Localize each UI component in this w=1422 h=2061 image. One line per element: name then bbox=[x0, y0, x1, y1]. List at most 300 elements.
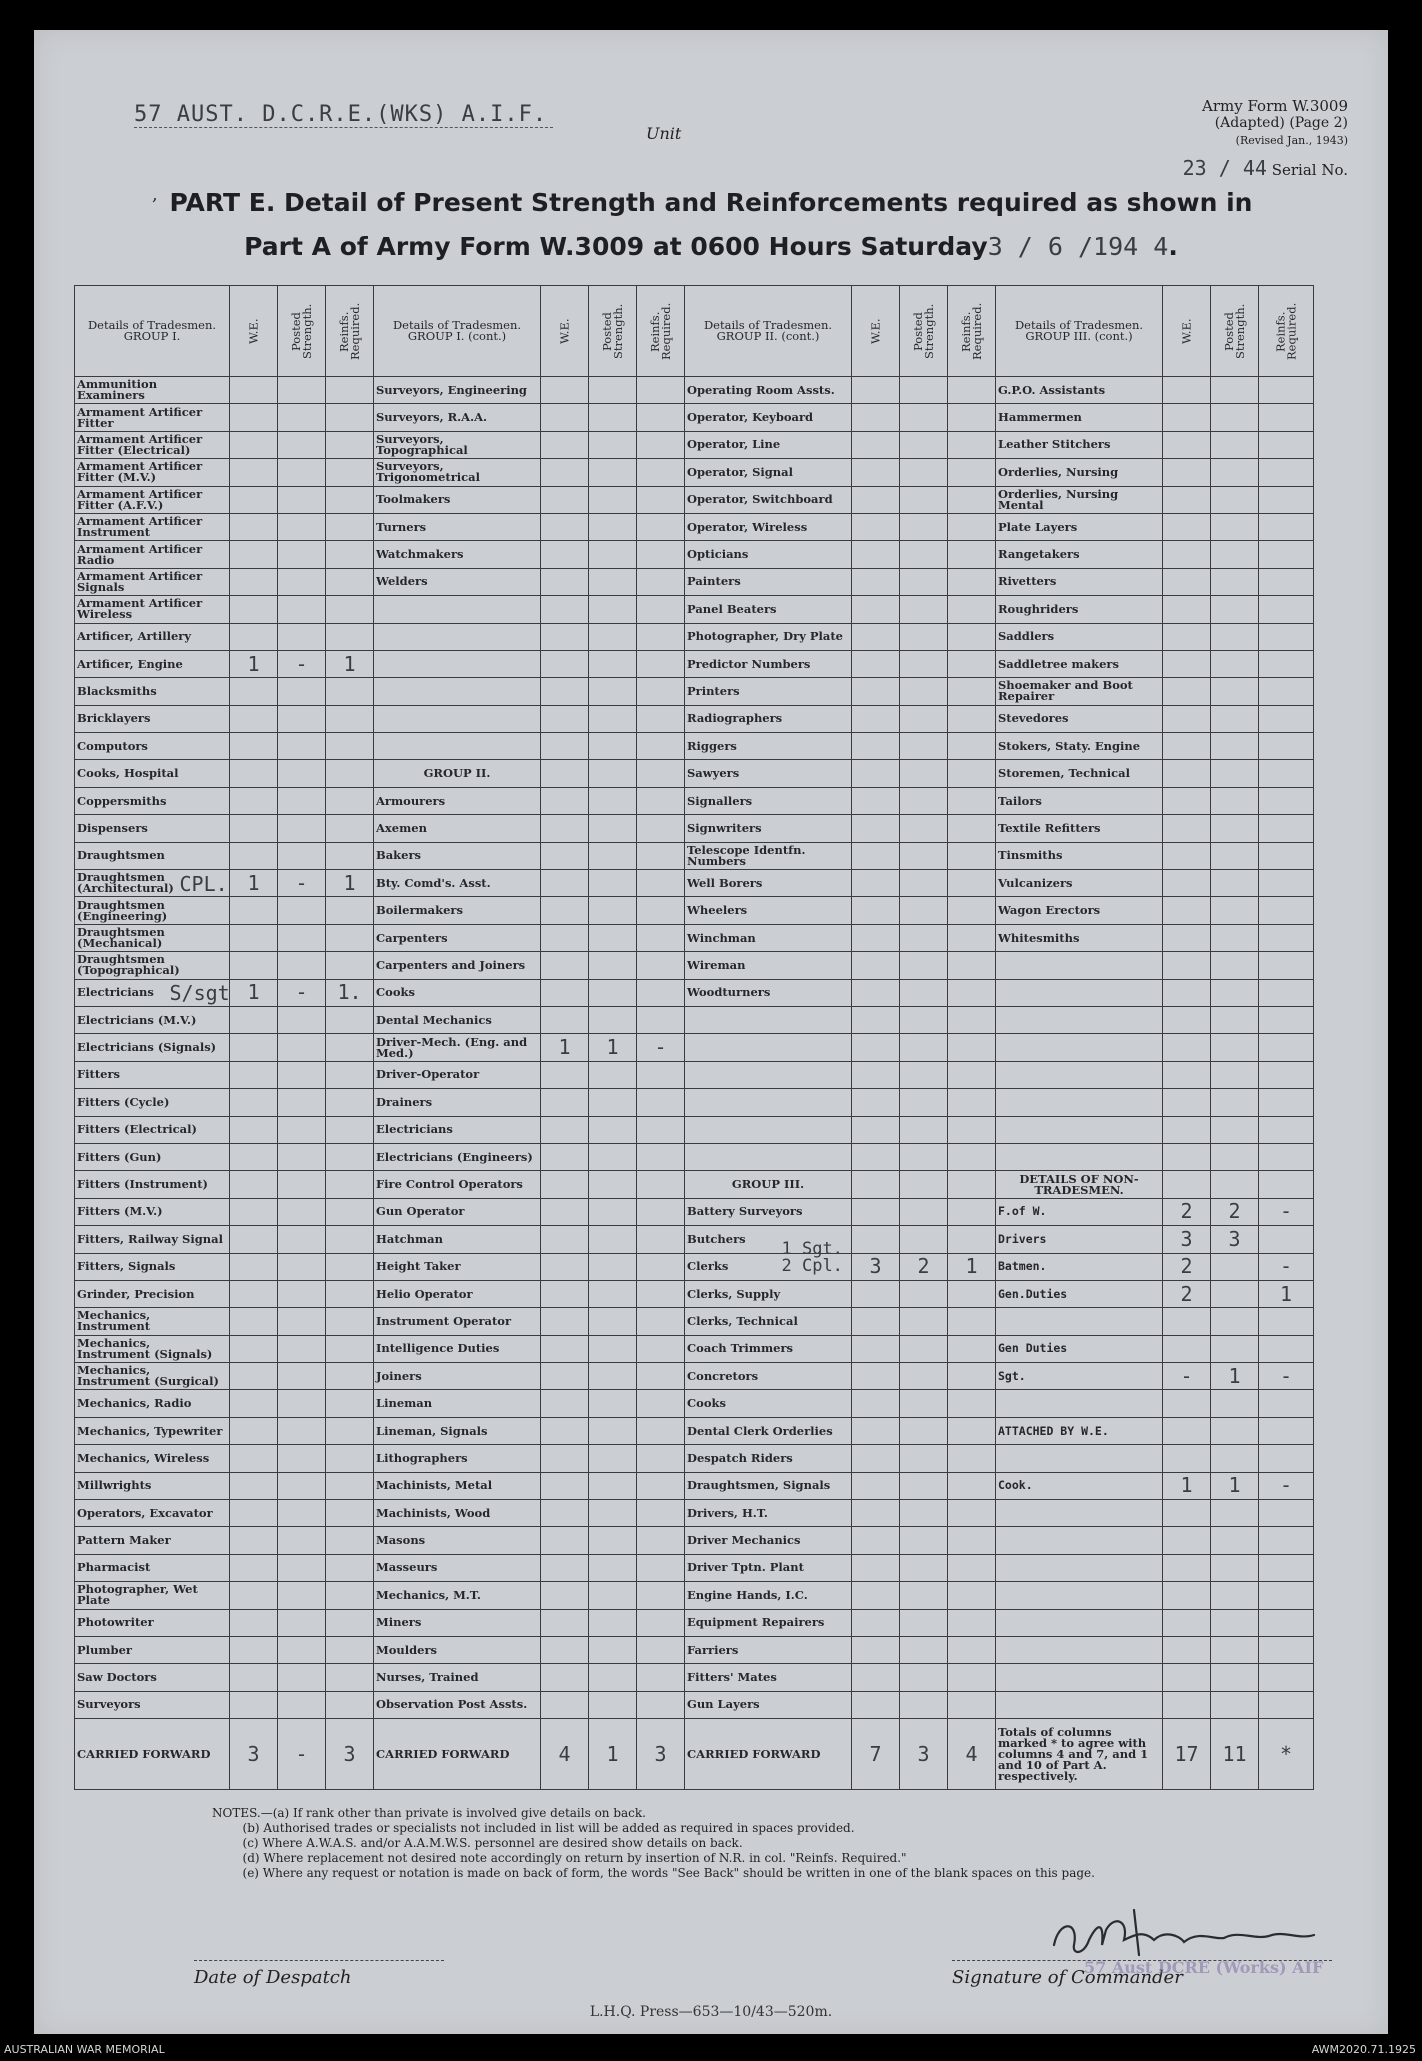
posted-cell bbox=[1211, 1061, 1259, 1088]
reinf-cell bbox=[326, 1691, 374, 1718]
trade-cell: Hammermen bbox=[996, 404, 1163, 431]
we-cell bbox=[541, 787, 589, 814]
reinf-cell bbox=[637, 513, 685, 540]
posted-cell bbox=[1211, 815, 1259, 842]
reinf-cell bbox=[1259, 1171, 1314, 1198]
posted-cell bbox=[1211, 1390, 1259, 1417]
we-cell bbox=[852, 1500, 900, 1527]
reinf-cell bbox=[326, 733, 374, 760]
reinf-cell bbox=[948, 1390, 996, 1417]
trade-cell: Electricians bbox=[75, 979, 230, 1006]
trade-cell: Masseurs bbox=[374, 1554, 541, 1581]
we-cell bbox=[541, 1171, 589, 1198]
posted-cell bbox=[589, 541, 637, 568]
trade-cell: Blacksmiths bbox=[75, 678, 230, 705]
we-cell bbox=[541, 705, 589, 732]
reinf-cell bbox=[637, 842, 685, 869]
reinf-cell bbox=[326, 404, 374, 431]
we-cell bbox=[1163, 1500, 1211, 1527]
trade-cell: Mechanics, Instrument (Signals) bbox=[75, 1335, 230, 1362]
we-cell bbox=[1163, 1335, 1211, 1362]
posted-cell bbox=[278, 1006, 326, 1033]
we-cell bbox=[852, 568, 900, 595]
trade-cell: Predictor Numbers bbox=[685, 650, 852, 677]
trade-cell bbox=[996, 1445, 1163, 1472]
posted-cell bbox=[278, 952, 326, 979]
we-cell bbox=[852, 1061, 900, 1088]
posted-cell bbox=[1211, 1335, 1259, 1362]
we-cell bbox=[230, 842, 278, 869]
posted-cell bbox=[1211, 1308, 1259, 1335]
reinf-total: 3 bbox=[326, 1719, 374, 1790]
posted-cell bbox=[278, 1472, 326, 1499]
we-cell bbox=[852, 1034, 900, 1061]
posted-cell bbox=[589, 486, 637, 513]
form-sheet bbox=[34, 30, 1388, 2034]
we-cell bbox=[1163, 1390, 1211, 1417]
we-cell bbox=[1163, 1006, 1211, 1033]
posted-cell bbox=[278, 1554, 326, 1581]
we-cell bbox=[852, 705, 900, 732]
we-cell bbox=[541, 650, 589, 677]
we-cell bbox=[230, 541, 278, 568]
table-row bbox=[75, 705, 1314, 732]
trade-cell: Surveyors, R.A.A. bbox=[374, 404, 541, 431]
reinf-cell bbox=[1259, 1390, 1314, 1417]
posted-cell bbox=[589, 1116, 637, 1143]
reinf-cell bbox=[326, 1582, 374, 1609]
title-line-2 bbox=[34, 232, 1388, 261]
reinf-cell bbox=[1259, 431, 1314, 458]
trade-cell: Carpenters and Joiners bbox=[374, 952, 541, 979]
reinf-cell bbox=[948, 1143, 996, 1170]
we-cell bbox=[852, 1390, 900, 1417]
posted-cell bbox=[589, 787, 637, 814]
trade-cell bbox=[996, 1500, 1163, 1527]
posted-cell bbox=[900, 870, 948, 897]
reinf-cell bbox=[326, 787, 374, 814]
posted-cell: 2 bbox=[900, 1253, 948, 1280]
posted-cell bbox=[589, 1554, 637, 1581]
we-cell bbox=[852, 1636, 900, 1663]
posted-cell bbox=[1211, 377, 1259, 404]
form-revised: (Revised Jan., 1943) bbox=[1235, 134, 1348, 147]
reinf-cell bbox=[637, 1308, 685, 1335]
we-cell bbox=[541, 568, 589, 595]
table-row bbox=[75, 760, 1314, 787]
reinf-cell bbox=[948, 1527, 996, 1554]
we-cell bbox=[852, 404, 900, 431]
reinf-cell bbox=[326, 1308, 374, 1335]
reinf-cell bbox=[637, 1472, 685, 1499]
posted-cell bbox=[278, 1226, 326, 1253]
we-cell bbox=[852, 1609, 900, 1636]
reinf-cell bbox=[948, 486, 996, 513]
we-cell bbox=[1163, 431, 1211, 458]
reinf-cell bbox=[948, 870, 996, 897]
we-cell bbox=[541, 1582, 589, 1609]
we-cell bbox=[541, 486, 589, 513]
trade-cell: Pattern Maker bbox=[75, 1527, 230, 1554]
trade-cell: Vulcanizers bbox=[996, 870, 1163, 897]
reinf-cell bbox=[637, 870, 685, 897]
we-cell bbox=[1163, 650, 1211, 677]
trade-cell: Armament Artificer Fitter (Electrical) bbox=[75, 431, 230, 458]
posted-cell bbox=[900, 1527, 948, 1554]
reinf-cell bbox=[1259, 486, 1314, 513]
posted-cell bbox=[278, 1636, 326, 1663]
reinf-cell bbox=[326, 1198, 374, 1225]
trade-cell: Toolmakers bbox=[374, 486, 541, 513]
trade-cell: Fitters (Cycle) bbox=[75, 1089, 230, 1116]
trade-cell: Draughtsmen, Signals bbox=[685, 1472, 852, 1499]
posted-cell: - bbox=[278, 870, 326, 897]
posted-cell bbox=[589, 1308, 637, 1335]
we-cell bbox=[230, 1006, 278, 1033]
posted-cell bbox=[278, 1034, 326, 1061]
we-cell bbox=[230, 1116, 278, 1143]
posted-cell bbox=[900, 1116, 948, 1143]
trade-cell bbox=[996, 1143, 1163, 1170]
trade-cell: Mechanics, Instrument (Surgical) bbox=[75, 1363, 230, 1390]
posted-cell bbox=[589, 815, 637, 842]
trade-cell: Pharmacist bbox=[75, 1554, 230, 1581]
trade-cell: Mechanics, Typewriter bbox=[75, 1417, 230, 1444]
table-row bbox=[75, 1500, 1314, 1527]
posted-cell bbox=[1211, 870, 1259, 897]
reinf-cell bbox=[637, 1253, 685, 1280]
posted-cell bbox=[589, 1609, 637, 1636]
posted-cell bbox=[589, 760, 637, 787]
reinf-cell bbox=[1259, 1554, 1314, 1581]
reinf-cell bbox=[1259, 1609, 1314, 1636]
posted-cell bbox=[900, 1335, 948, 1362]
trade-cell: Coppersmiths bbox=[75, 787, 230, 814]
table-row bbox=[75, 1198, 1314, 1225]
reinf-cell: 1 bbox=[1259, 1280, 1314, 1307]
we-cell bbox=[852, 1472, 900, 1499]
we-cell bbox=[1163, 1664, 1211, 1691]
reinf-cell bbox=[948, 404, 996, 431]
reinf-cell bbox=[1259, 1445, 1314, 1472]
trade-cell: Dental Mechanics bbox=[374, 1006, 541, 1033]
posted-cell bbox=[589, 897, 637, 924]
posted-cell bbox=[278, 596, 326, 623]
table-row bbox=[75, 1554, 1314, 1581]
we-cell bbox=[230, 1308, 278, 1335]
posted-cell bbox=[589, 431, 637, 458]
reinf-cell bbox=[637, 787, 685, 814]
trade-cell: Plate Layers bbox=[996, 513, 1163, 540]
we-cell bbox=[852, 733, 900, 760]
we-cell bbox=[852, 431, 900, 458]
posted-cell bbox=[589, 1143, 637, 1170]
we-cell bbox=[1163, 459, 1211, 486]
trade-cell: Fire Control Operators bbox=[374, 1171, 541, 1198]
we-cell bbox=[1163, 1034, 1211, 1061]
reinf-cell bbox=[637, 1226, 685, 1253]
table-row bbox=[75, 979, 1314, 1006]
table-row bbox=[75, 486, 1314, 513]
trade-cell: Wagon Erectors bbox=[996, 897, 1163, 924]
reinf-cell bbox=[1259, 404, 1314, 431]
reinf-total: * bbox=[1259, 1719, 1314, 1790]
we-cell bbox=[541, 1363, 589, 1390]
posted-cell bbox=[589, 1006, 637, 1033]
table-row bbox=[75, 1034, 1314, 1061]
reinf-cell bbox=[326, 623, 374, 650]
rank-cpl: CPL. bbox=[179, 871, 228, 896]
we-cell bbox=[541, 1445, 589, 1472]
posted-cell: - bbox=[278, 650, 326, 677]
posted-cell bbox=[589, 1171, 637, 1198]
posted-cell bbox=[589, 979, 637, 1006]
serial-value: 23 / 44 bbox=[1182, 156, 1267, 180]
reinf-cell bbox=[948, 979, 996, 1006]
trade-cell: Tailors bbox=[996, 787, 1163, 814]
we-cell bbox=[541, 1226, 589, 1253]
reinf-cell bbox=[637, 815, 685, 842]
trade-cell: Tinsmiths bbox=[996, 842, 1163, 869]
reinf-cell bbox=[1259, 952, 1314, 979]
reinf-cell bbox=[1259, 377, 1314, 404]
table-row bbox=[75, 568, 1314, 595]
table-row bbox=[75, 541, 1314, 568]
posted-cell bbox=[589, 733, 637, 760]
reinf-cell bbox=[1259, 1061, 1314, 1088]
reinf-cell bbox=[948, 541, 996, 568]
reinf-cell bbox=[637, 459, 685, 486]
posted-cell: 1 bbox=[589, 1034, 637, 1061]
trade-cell bbox=[996, 952, 1163, 979]
reinf-cell bbox=[326, 1143, 374, 1170]
table-row bbox=[75, 1363, 1314, 1390]
posted-cell bbox=[900, 1445, 948, 1472]
we-cell bbox=[541, 1061, 589, 1088]
we-cell bbox=[1163, 870, 1211, 897]
we-cell bbox=[230, 787, 278, 814]
posted-cell bbox=[278, 1089, 326, 1116]
table-header-row bbox=[75, 286, 1314, 377]
trade-cell: Clerks bbox=[685, 1253, 852, 1280]
reinf-cell: 1 bbox=[326, 870, 374, 897]
posted-cell bbox=[900, 377, 948, 404]
reinf-cell: - bbox=[1259, 1198, 1314, 1225]
posted-cell bbox=[278, 1363, 326, 1390]
posted-cell bbox=[1211, 1171, 1259, 1198]
posted-cell bbox=[900, 924, 948, 951]
table-row bbox=[75, 1664, 1314, 1691]
posted-cell bbox=[900, 815, 948, 842]
trade-cell: Saddlers bbox=[996, 623, 1163, 650]
trade-cell: Mechanics, Radio bbox=[75, 1390, 230, 1417]
trade-cell: Operator, Line bbox=[685, 431, 852, 458]
posted-cell bbox=[1211, 678, 1259, 705]
trade-cell bbox=[996, 1582, 1163, 1609]
table-row bbox=[75, 513, 1314, 540]
trade-cell: DETAILS OF NON-TRADESMEN. bbox=[996, 1171, 1163, 1198]
trade-cell: Gun Layers bbox=[685, 1691, 852, 1718]
trade-cell bbox=[685, 1089, 852, 1116]
trade-cell bbox=[996, 1554, 1163, 1581]
we-cell bbox=[852, 1116, 900, 1143]
reinf-cell bbox=[948, 815, 996, 842]
posted-cell bbox=[1211, 705, 1259, 732]
trade-cell: Operating Room Assts. bbox=[685, 377, 852, 404]
posted-cell bbox=[278, 1198, 326, 1225]
posted-cell bbox=[1211, 787, 1259, 814]
trade-cell: Fitters (Electrical) bbox=[75, 1116, 230, 1143]
reinf-cell bbox=[948, 1171, 996, 1198]
table-row bbox=[75, 1335, 1314, 1362]
reinf-cell bbox=[326, 513, 374, 540]
trade-cell: Fitters (Gun) bbox=[75, 1143, 230, 1170]
posted-cell bbox=[589, 1061, 637, 1088]
trade-cell: Fitters, Railway Signal bbox=[75, 1226, 230, 1253]
reinf-cell bbox=[326, 1335, 374, 1362]
trade-cell: Cooks, Hospital bbox=[75, 760, 230, 787]
trade-cell bbox=[374, 733, 541, 760]
reinf-cell bbox=[948, 1116, 996, 1143]
we-cell bbox=[541, 1308, 589, 1335]
reinf-cell bbox=[948, 705, 996, 732]
trade-cell: Battery Surveyors bbox=[685, 1198, 852, 1225]
posted-cell bbox=[589, 1089, 637, 1116]
reinf-cell bbox=[948, 1445, 996, 1472]
trade-cell: Dental Clerk Orderlies bbox=[685, 1417, 852, 1444]
reinf-cell bbox=[637, 1582, 685, 1609]
reinf-cell bbox=[1259, 459, 1314, 486]
trade-cell: Painters bbox=[685, 568, 852, 595]
we-cell bbox=[230, 1445, 278, 1472]
table-row bbox=[75, 1445, 1314, 1472]
trade-cell: Machinists, Metal bbox=[374, 1472, 541, 1499]
posted-cell bbox=[278, 1253, 326, 1280]
unit-stamp: 57 Aust DCRE (Works) AIF bbox=[1084, 1958, 1324, 1977]
posted-cell bbox=[278, 1308, 326, 1335]
we-cell bbox=[541, 1116, 589, 1143]
trade-cell: Butchers bbox=[685, 1226, 852, 1253]
posted-cell bbox=[1211, 431, 1259, 458]
we-cell bbox=[852, 924, 900, 951]
posted-cell bbox=[589, 1390, 637, 1417]
reinf-cell bbox=[326, 924, 374, 951]
trade-cell: Photowriter bbox=[75, 1609, 230, 1636]
posted-cell bbox=[278, 1445, 326, 1472]
trade-cell: Moulders bbox=[374, 1636, 541, 1663]
posted-cell bbox=[589, 1472, 637, 1499]
header-we: W.E. bbox=[852, 286, 900, 377]
table-row bbox=[75, 952, 1314, 979]
carried-forward-label: CARRIED FORWARD bbox=[685, 1719, 852, 1790]
posted-cell bbox=[900, 678, 948, 705]
reinf-cell bbox=[326, 1527, 374, 1554]
posted-cell bbox=[900, 1582, 948, 1609]
trade-cell: G.P.O. Assistants bbox=[996, 377, 1163, 404]
we-cell bbox=[1163, 596, 1211, 623]
we-cell bbox=[230, 1335, 278, 1362]
we-cell: 1 bbox=[230, 870, 278, 897]
table-row bbox=[75, 1691, 1314, 1718]
reinf-cell bbox=[326, 1390, 374, 1417]
posted-cell bbox=[1211, 1691, 1259, 1718]
we-cell bbox=[852, 1363, 900, 1390]
reinf-cell bbox=[637, 897, 685, 924]
posted-cell bbox=[589, 377, 637, 404]
posted-cell bbox=[278, 513, 326, 540]
we-cell bbox=[230, 513, 278, 540]
posted-cell bbox=[900, 1609, 948, 1636]
we-cell bbox=[1163, 1143, 1211, 1170]
posted-cell bbox=[589, 705, 637, 732]
posted-cell bbox=[589, 842, 637, 869]
trade-cell: Carpenters bbox=[374, 924, 541, 951]
trade-cell: Electricians (M.V.) bbox=[75, 1006, 230, 1033]
trade-cell: Gen Duties bbox=[996, 1335, 1163, 1362]
trade-cell: Riggers bbox=[685, 733, 852, 760]
reinf-cell bbox=[326, 1171, 374, 1198]
trade-cell: Observation Post Assts. bbox=[374, 1691, 541, 1718]
totals-note: Totals of columns marked * to agree with columns 4 and 7, and 1 and 10 of Part A. respectively. bbox=[996, 1719, 1163, 1790]
posted-cell bbox=[278, 486, 326, 513]
we-cell bbox=[1163, 979, 1211, 1006]
reinf-cell bbox=[637, 760, 685, 787]
unit-label: Unit bbox=[646, 124, 682, 143]
posted-total: 11 bbox=[1211, 1719, 1259, 1790]
table-row bbox=[75, 897, 1314, 924]
reinf-cell bbox=[948, 760, 996, 787]
archive-caption-right: AWM2020.71.1925 bbox=[1311, 2043, 1416, 2056]
header-reinf: Reinfs. Required. bbox=[1259, 286, 1314, 377]
trade-cell: GROUP III. bbox=[685, 1171, 852, 1198]
reinf-cell bbox=[637, 404, 685, 431]
we-cell bbox=[852, 1582, 900, 1609]
we-cell bbox=[852, 1691, 900, 1718]
reinf-cell bbox=[637, 952, 685, 979]
reinf-cell bbox=[1259, 733, 1314, 760]
posted-cell bbox=[1211, 1527, 1259, 1554]
reinf-cell bbox=[637, 1198, 685, 1225]
reinf-cell bbox=[1259, 842, 1314, 869]
trade-cell: Equipment Repairers bbox=[685, 1609, 852, 1636]
trade-cell: Fitters (Instrument) bbox=[75, 1171, 230, 1198]
we-cell bbox=[230, 1500, 278, 1527]
we-cell bbox=[1163, 1116, 1211, 1143]
trade-cell: Drivers, H.T. bbox=[685, 1500, 852, 1527]
we-cell bbox=[541, 1636, 589, 1663]
trade-cell bbox=[374, 623, 541, 650]
we-cell bbox=[1163, 787, 1211, 814]
reinf-cell bbox=[948, 1061, 996, 1088]
table-row bbox=[75, 1171, 1314, 1198]
posted-cell bbox=[1211, 513, 1259, 540]
title-line-1: PART E. Detail of Present Strength and Reinforcements required as shown in bbox=[169, 188, 1253, 217]
reinf-cell bbox=[326, 596, 374, 623]
trade-cell: Turners bbox=[374, 513, 541, 540]
we-cell bbox=[541, 431, 589, 458]
posted-cell bbox=[1211, 1636, 1259, 1663]
we-cell bbox=[852, 1171, 900, 1198]
table-row bbox=[75, 459, 1314, 486]
we-cell bbox=[541, 1390, 589, 1417]
reinf-cell bbox=[1259, 815, 1314, 842]
we-cell bbox=[541, 1417, 589, 1444]
posted-cell bbox=[900, 1308, 948, 1335]
posted-cell bbox=[1211, 486, 1259, 513]
reinf-cell bbox=[326, 897, 374, 924]
posted-cell bbox=[589, 404, 637, 431]
posted-cell bbox=[589, 513, 637, 540]
